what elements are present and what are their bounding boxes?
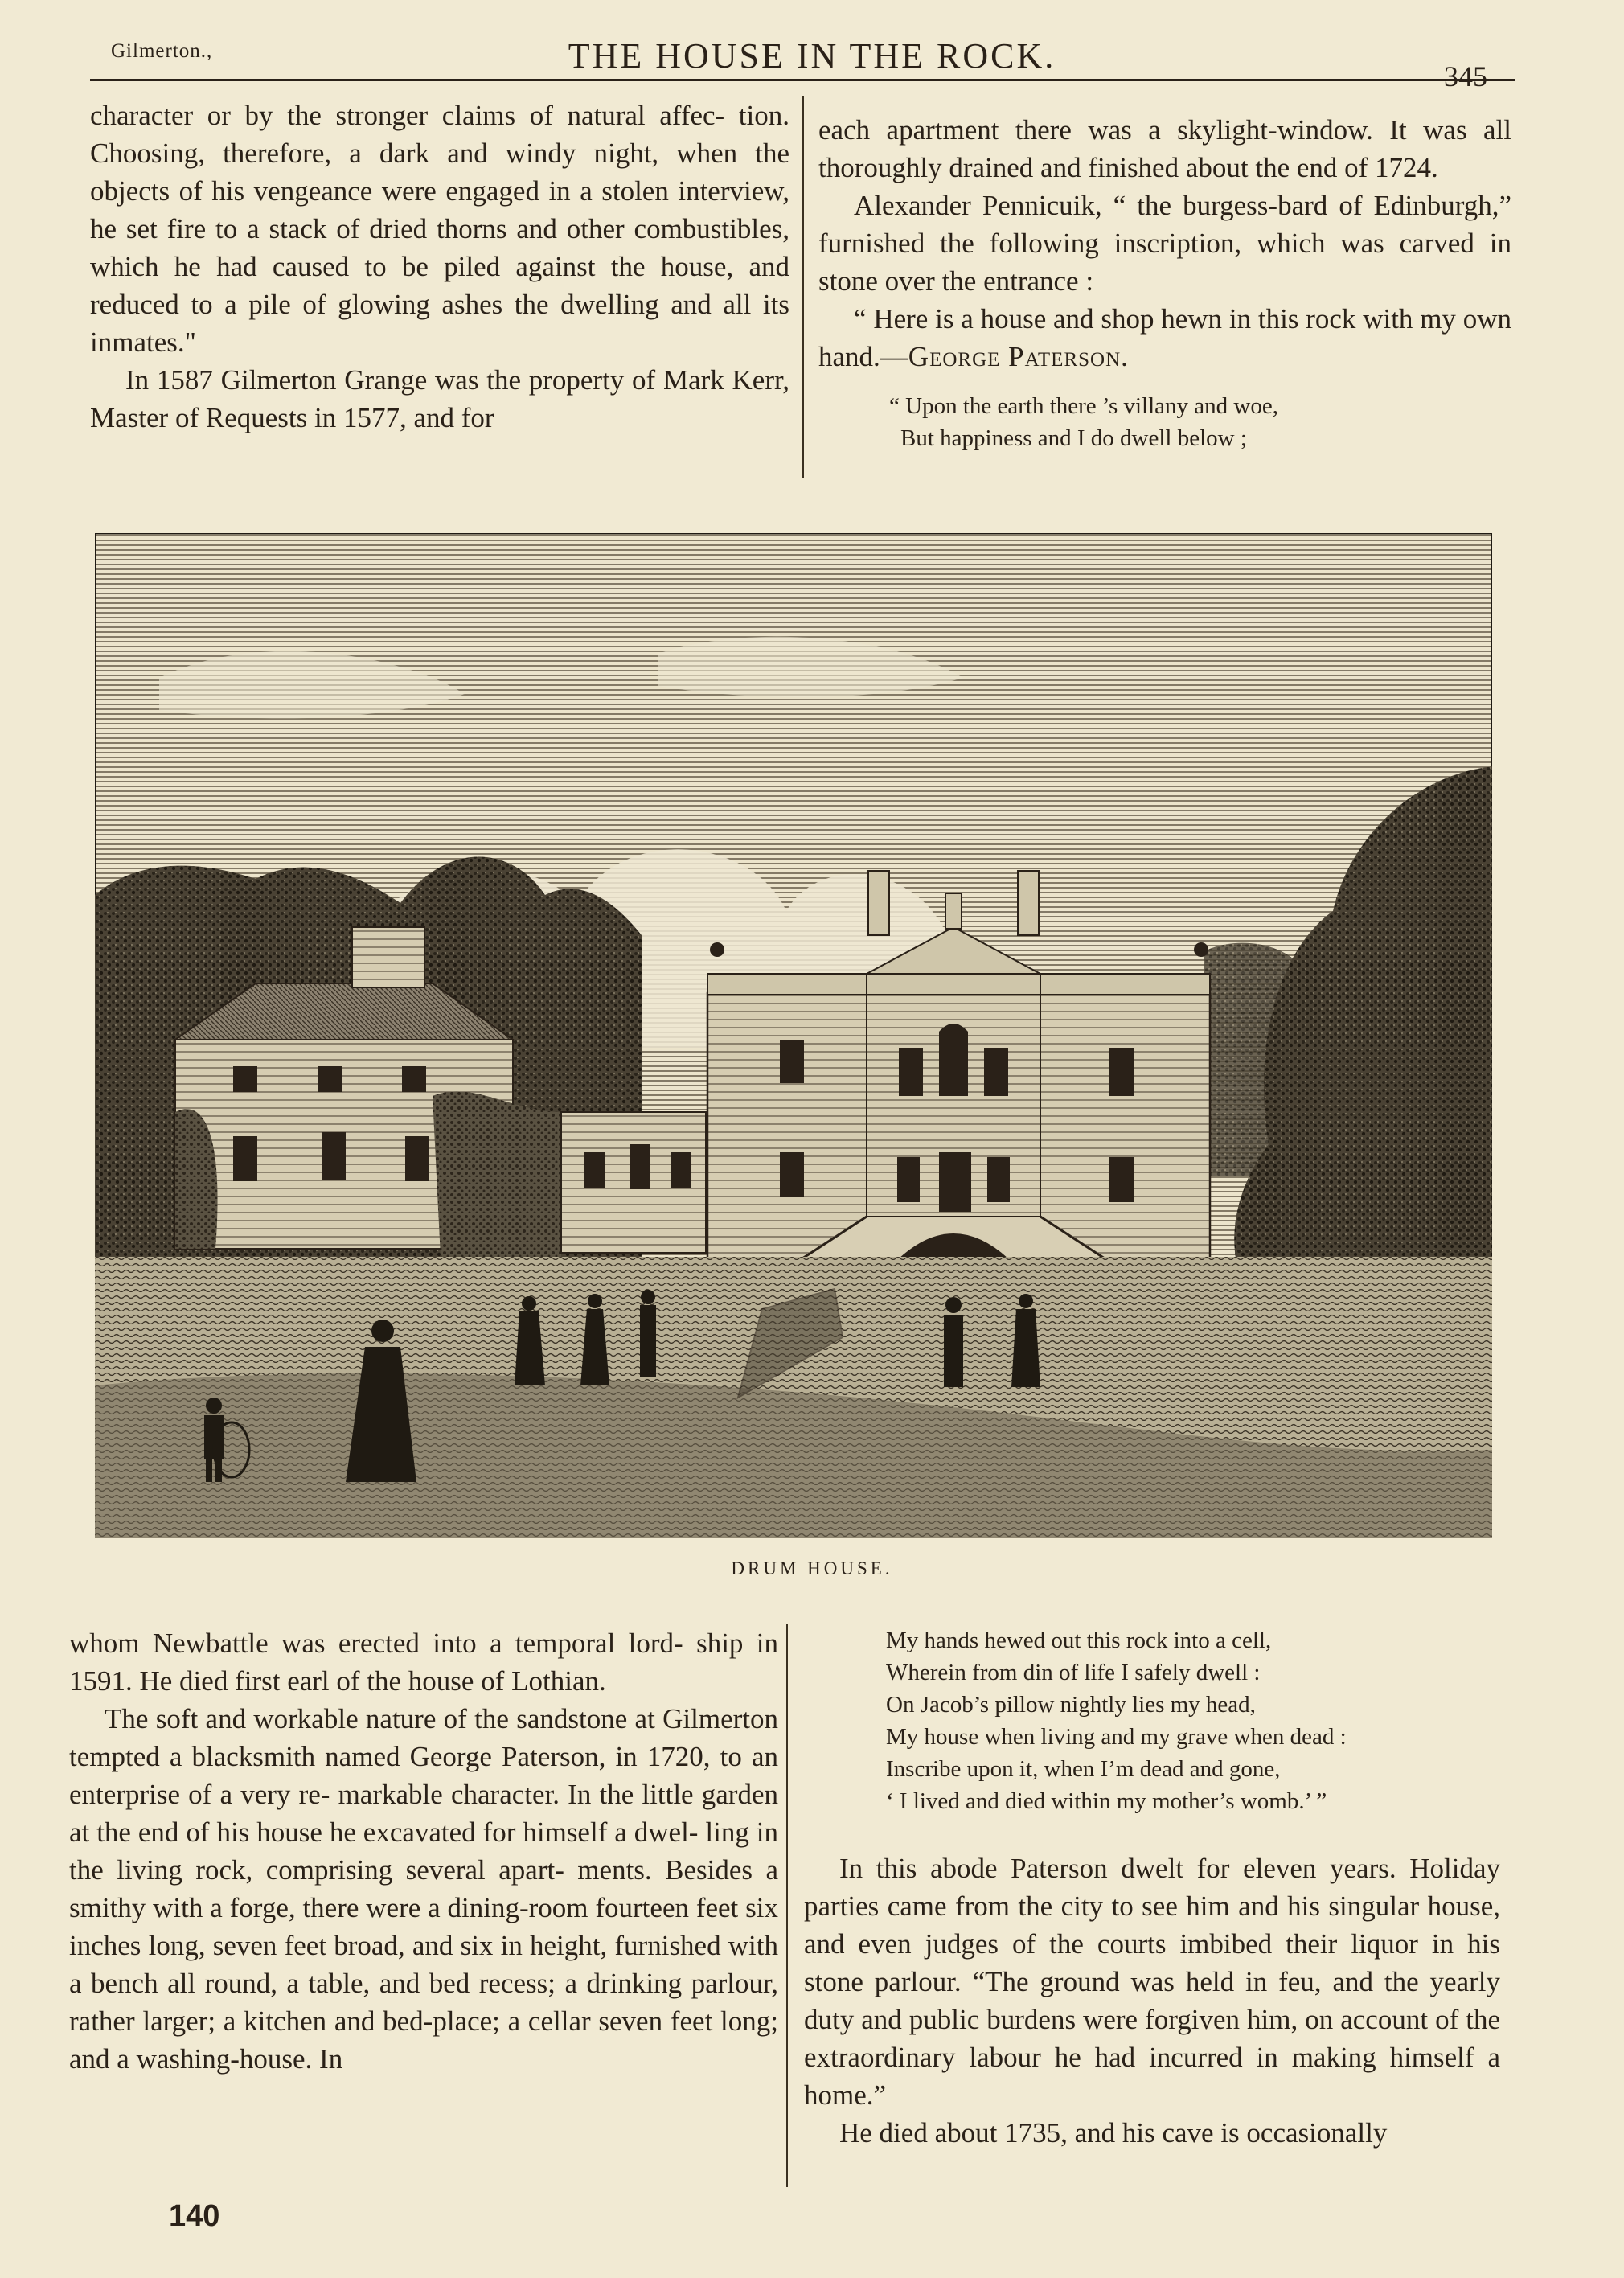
page-number-bottom: 140 bbox=[169, 2199, 220, 2233]
paragraph: character or by the stronger claims of natural affec- tion. Choosing, therefore, a dark and windy night, when the objects of his vengeance were engaged in a stolen interview, he set fire to a stack of dried thorns and other combustibles, which he had caused to be piled against the house, and reduced to a pile of glowing ashes the dwelling and all its inmates." bbox=[90, 100, 789, 358]
poem-line: On Jacob’s pillow nightly lies my head, bbox=[886, 1692, 1256, 1718]
drum-house-engraving bbox=[95, 533, 1492, 1538]
poem-line: Wherein from din of life I safely dwell : bbox=[886, 1660, 1261, 1685]
column-divider bbox=[786, 1624, 788, 2187]
inscription-poem-continued bbox=[886, 1624, 1500, 1817]
column-bottom-left bbox=[69, 1624, 778, 2078]
inscription-poem bbox=[889, 390, 1511, 454]
running-head-title: THE HOUSE IN THE ROCK. bbox=[568, 36, 1056, 76]
inscription-paragraph bbox=[818, 300, 1511, 376]
column-top-left bbox=[90, 96, 789, 437]
paragraph: Alexander Pennicuik, “ the burgess-bard of Edinburgh,” furnished the following inscription, which was carved in stone over the entrance : bbox=[818, 190, 1511, 297]
paragraph: In 1587 Gilmerton Grange was the property of Mark Kerr, Master of Requests in 1577, and for bbox=[90, 364, 789, 433]
paragraph: He died about 1735, and his cave is occasionally bbox=[839, 2117, 1388, 2149]
inscription-text: “ Here is a house and shop hewn in this rock with my own hand.— bbox=[818, 303, 1511, 372]
inscription-author: George Paterson. bbox=[908, 341, 1129, 372]
paragraph: The soft and workable nature of the sandstone at Gilmerton tempted a blacksmith named George Paterson, in 1720, to an enterprise of a very re- markable character. In the little garden at the end of his house he excavated for himself a dwel- ling in the living rock, comprising several apart- ments. Besides a smithy with a forge, there were a dining-room fourteen feet six inches long, seven feet broad, and six in height, furnished with a bench all round, a table, and bed recess; a drinking parlour, rather larger; a kitchen and bed-place; a cellar seven feet long; and a washing-house. In bbox=[69, 1703, 778, 2075]
paragraph: In this abode Paterson dwelt for eleven years. Holiday parties came from the city to see him and his singular house, and even judges of the courts imbibed their liquor in his stone parlour. “The ground was held in feu, and the yearly duty and public burdens were forgiven him, on account of the extraordinary labour he had incurred in making himself a home.” bbox=[804, 1853, 1500, 2111]
column-bottom-right bbox=[804, 1624, 1500, 2152]
column-divider bbox=[802, 96, 804, 478]
poem-line: My hands hewed out this rock into a cell, bbox=[886, 1627, 1272, 1653]
running-head-place: Gilmerton., bbox=[111, 40, 213, 62]
paragraph: each apartment there was a skylight-window. It was all thoroughly drained and finished about the end of 1724. bbox=[818, 114, 1511, 183]
header-rule bbox=[90, 79, 1515, 81]
poem-line: My house when living and my grave when dead : bbox=[886, 1724, 1347, 1750]
paragraph: whom Newbattle was erected into a temporal lord- ship in 1591. He died first earl of the house of Lothian. bbox=[69, 1627, 778, 1697]
column-top-right bbox=[818, 111, 1511, 454]
poem-line: Inscribe upon it, when I’m dead and gone, bbox=[886, 1756, 1281, 1782]
poem-line: ‘ I lived and died within my mother’s womb.’ ” bbox=[886, 1788, 1327, 1814]
poem-line: “ Upon the earth there ’s villany and woe, bbox=[889, 393, 1278, 419]
illustration-caption: DRUM HOUSE. bbox=[731, 1558, 893, 1578]
poem-line: But happiness and I do dwell below ; bbox=[900, 425, 1247, 451]
page-number-top: 345 bbox=[1444, 60, 1487, 92]
